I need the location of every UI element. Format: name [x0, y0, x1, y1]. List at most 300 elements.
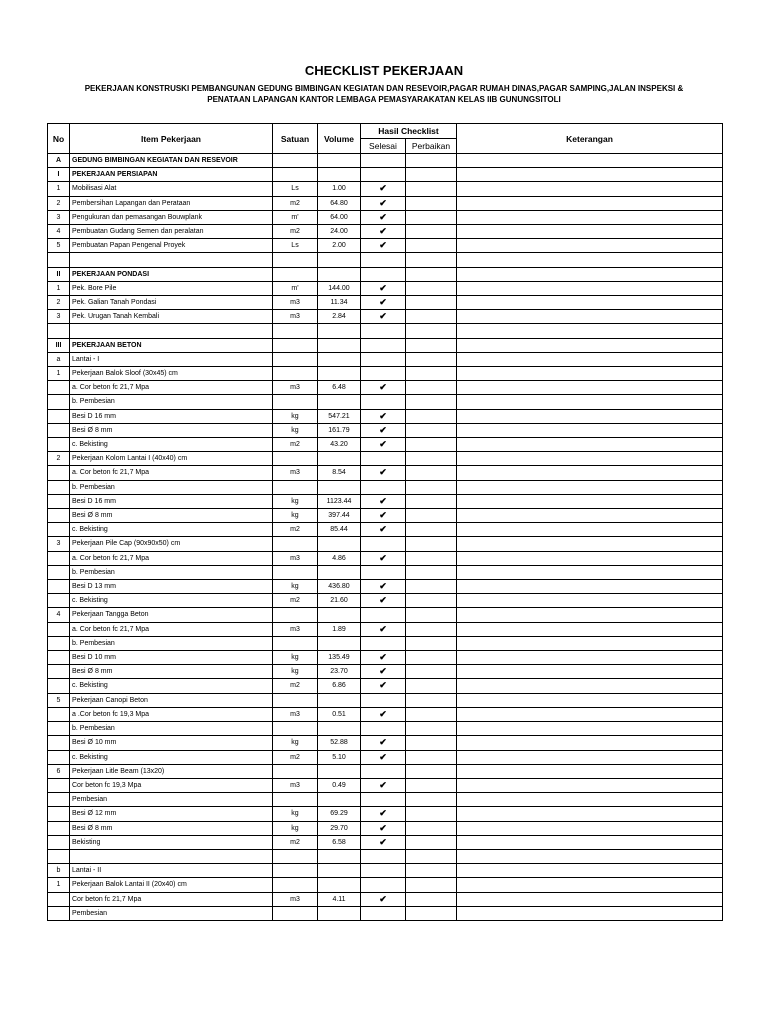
- row-volume-cell: [318, 480, 361, 494]
- row-no-cell: [48, 892, 70, 906]
- row-satuan-cell: m2: [273, 523, 318, 537]
- row-selesai-cell: [361, 636, 406, 650]
- row-no-cell: 6: [48, 764, 70, 778]
- row-no-cell: II: [48, 267, 70, 281]
- checkmark-icon: ✔: [379, 410, 387, 421]
- row-perbaikan-cell: [406, 267, 457, 281]
- row-satuan-cell: kg: [273, 821, 318, 835]
- row-selesai-cell: [361, 651, 406, 665]
- row-selesai-cell: [361, 878, 406, 892]
- table-row: [48, 622, 723, 636]
- row-volume-cell: 135.49: [318, 651, 361, 665]
- row-keterangan-cell: [457, 793, 723, 807]
- checkmark-icon: ✔: [379, 808, 387, 819]
- row-keterangan-cell: [457, 821, 723, 835]
- table-row: [48, 537, 723, 551]
- row-satuan-cell: m': [273, 210, 318, 224]
- table-row: [48, 608, 723, 622]
- row-item-cell: a. Cor beton fc 21,7 Mpa: [70, 381, 273, 395]
- row-no-cell: [48, 750, 70, 764]
- row-selesai-cell: [361, 764, 406, 778]
- row-satuan-cell: [273, 324, 318, 338]
- row-item-cell: b. Pembesian: [70, 565, 273, 579]
- row-perbaikan-cell: [406, 452, 457, 466]
- row-satuan-cell: [273, 480, 318, 494]
- row-no-cell: b: [48, 864, 70, 878]
- row-keterangan-cell: [457, 835, 723, 849]
- row-item-cell: Pekerjaan Tangga Beton: [70, 608, 273, 622]
- row-keterangan-cell: [457, 807, 723, 821]
- row-keterangan-cell: [457, 665, 723, 679]
- row-perbaikan-cell: [406, 651, 457, 665]
- table-row: [48, 367, 723, 381]
- row-item-cell: c. Bekisting: [70, 523, 273, 537]
- row-item-cell: Besi Ø 12 mm: [70, 807, 273, 821]
- row-satuan-cell: kg: [273, 651, 318, 665]
- table-row: [48, 480, 723, 494]
- row-volume-cell: 8.54: [318, 466, 361, 480]
- row-keterangan-cell: [457, 551, 723, 565]
- row-satuan-cell: [273, 537, 318, 551]
- checkmark-icon: ✔: [379, 581, 387, 592]
- row-satuan-cell: m2: [273, 835, 318, 849]
- row-selesai-cell: [361, 793, 406, 807]
- row-selesai-cell: [361, 210, 406, 224]
- row-no-cell: 1: [48, 182, 70, 196]
- row-volume-cell: [318, 338, 361, 352]
- row-selesai-cell: [361, 835, 406, 849]
- row-volume-cell: 11.34: [318, 296, 361, 310]
- row-perbaikan-cell: [406, 466, 457, 480]
- row-selesai-cell: [361, 537, 406, 551]
- row-no-cell: [48, 707, 70, 721]
- checkmark-icon: ✔: [379, 779, 387, 790]
- row-keterangan-cell: [457, 523, 723, 537]
- row-satuan-cell: Ls: [273, 182, 318, 196]
- row-satuan-cell: [273, 452, 318, 466]
- table-row: [48, 636, 723, 650]
- row-item-cell: [70, 324, 273, 338]
- row-selesai-cell: [361, 225, 406, 239]
- row-item-cell: a. Cor beton fc 21,7 Mpa: [70, 551, 273, 565]
- row-item-cell: Besi Ø 8 mm: [70, 509, 273, 523]
- row-perbaikan-cell: [406, 310, 457, 324]
- row-keterangan-cell: [457, 395, 723, 409]
- row-no-cell: [48, 494, 70, 508]
- table-row: [48, 466, 723, 480]
- row-selesai-cell: [361, 594, 406, 608]
- row-keterangan-cell: [457, 565, 723, 579]
- row-no-cell: [48, 821, 70, 835]
- table-row: [48, 352, 723, 366]
- row-volume-cell: 1.00: [318, 182, 361, 196]
- table-row: [48, 892, 723, 906]
- row-keterangan-cell: [457, 253, 723, 267]
- row-perbaikan-cell: [406, 409, 457, 423]
- row-item-cell: Pekerjaan Pile Cap (90x90x50) cm: [70, 537, 273, 551]
- row-satuan-cell: m3: [273, 622, 318, 636]
- row-selesai-cell: [361, 807, 406, 821]
- row-satuan-cell: [273, 267, 318, 281]
- row-no-cell: I: [48, 168, 70, 182]
- checkmark-icon: ✔: [379, 524, 387, 535]
- row-selesai-cell: [361, 352, 406, 366]
- row-item-cell: Pembesian: [70, 793, 273, 807]
- row-no-cell: 5: [48, 693, 70, 707]
- table-row: [48, 253, 723, 267]
- row-volume-cell: [318, 693, 361, 707]
- header-no: No: [48, 124, 70, 154]
- row-perbaikan-cell: [406, 622, 457, 636]
- row-selesai-cell: [361, 438, 406, 452]
- row-item-cell: GEDUNG BIMBINGAN KEGIATAN DAN RESEVOIR: [70, 154, 273, 168]
- row-selesai-cell: [361, 452, 406, 466]
- row-no-cell: 3: [48, 310, 70, 324]
- row-perbaikan-cell: [406, 324, 457, 338]
- row-selesai-cell: [361, 324, 406, 338]
- row-satuan-cell: m3: [273, 551, 318, 565]
- row-volume-cell: [318, 636, 361, 650]
- row-keterangan-cell: [457, 210, 723, 224]
- row-no-cell: a: [48, 352, 70, 366]
- row-volume-cell: 2.84: [318, 310, 361, 324]
- checkmark-icon: ✔: [379, 424, 387, 435]
- row-volume-cell: [318, 154, 361, 168]
- row-no-cell: [48, 622, 70, 636]
- row-volume-cell: 64.80: [318, 196, 361, 210]
- checklist-table: [47, 123, 723, 921]
- row-perbaikan-cell: [406, 182, 457, 196]
- row-keterangan-cell: [457, 679, 723, 693]
- table-row: [48, 651, 723, 665]
- row-item-cell: Pekerjaan Kolom Lantai I (40x40) cm: [70, 452, 273, 466]
- row-selesai-cell: [361, 310, 406, 324]
- row-keterangan-cell: [457, 296, 723, 310]
- row-perbaikan-cell: [406, 509, 457, 523]
- row-perbaikan-cell: [406, 878, 457, 892]
- row-satuan-cell: kg: [273, 494, 318, 508]
- row-volume-cell: 24.00: [318, 225, 361, 239]
- header-item: Item Pekerjaan: [70, 124, 273, 154]
- table-row: [48, 296, 723, 310]
- row-item-cell: a. Cor beton fc 21,7 Mpa: [70, 466, 273, 480]
- table-row: [48, 225, 723, 239]
- header-hasil-checklist: Hasil Checklist: [361, 124, 457, 139]
- table-row: [48, 736, 723, 750]
- row-volume-cell: 4.11: [318, 892, 361, 906]
- row-no-cell: 4: [48, 608, 70, 622]
- row-selesai-cell: [361, 381, 406, 395]
- row-perbaikan-cell: [406, 778, 457, 792]
- row-no-cell: [48, 906, 70, 920]
- row-perbaikan-cell: [406, 636, 457, 650]
- row-selesai-cell: [361, 267, 406, 281]
- row-item-cell: Besi D 10 mm: [70, 651, 273, 665]
- row-satuan-cell: kg: [273, 736, 318, 750]
- checkmark-icon: ✔: [379, 680, 387, 691]
- checkmark-icon: ✔: [379, 893, 387, 904]
- row-keterangan-cell: [457, 310, 723, 324]
- row-selesai-cell: [361, 892, 406, 906]
- row-no-cell: [48, 807, 70, 821]
- row-keterangan-cell: [457, 494, 723, 508]
- row-selesai-cell: [361, 182, 406, 196]
- row-selesai-cell: [361, 296, 406, 310]
- row-no-cell: A: [48, 154, 70, 168]
- row-item-cell: Mobilisasi Alat: [70, 182, 273, 196]
- row-satuan-cell: [273, 352, 318, 366]
- row-satuan-cell: [273, 693, 318, 707]
- table-row: [48, 551, 723, 565]
- row-no-cell: [48, 395, 70, 409]
- row-perbaikan-cell: [406, 352, 457, 366]
- checkmark-icon: ✔: [379, 737, 387, 748]
- row-item-cell: Besi D 16 mm: [70, 494, 273, 508]
- row-keterangan-cell: [457, 409, 723, 423]
- row-satuan-cell: [273, 636, 318, 650]
- checkmark-icon: ✔: [379, 652, 387, 663]
- row-volume-cell: [318, 367, 361, 381]
- row-keterangan-cell: [457, 196, 723, 210]
- row-volume-cell: [318, 168, 361, 182]
- row-perbaikan-cell: [406, 565, 457, 579]
- table-row: [48, 494, 723, 508]
- row-satuan-cell: [273, 608, 318, 622]
- row-volume-cell: 4.86: [318, 551, 361, 565]
- row-volume-cell: [318, 764, 361, 778]
- row-keterangan-cell: [457, 651, 723, 665]
- row-keterangan-cell: [457, 452, 723, 466]
- document-subtitle-line2: PENATAAN LAPANGAN KANTOR LEMBAGA PEMASYARAKATAN KELAS IIB GUNUNGSITOLI: [207, 95, 561, 104]
- table-row: [48, 438, 723, 452]
- row-no-cell: [48, 551, 70, 565]
- row-satuan-cell: m2: [273, 750, 318, 764]
- table-row: [48, 750, 723, 764]
- row-volume-cell: 1.89: [318, 622, 361, 636]
- row-volume-cell: 21.60: [318, 594, 361, 608]
- row-keterangan-cell: [457, 636, 723, 650]
- row-item-cell: PEKERJAAN PERSIAPAN: [70, 168, 273, 182]
- row-selesai-cell: [361, 906, 406, 920]
- row-perbaikan-cell: [406, 395, 457, 409]
- row-no-cell: [48, 736, 70, 750]
- row-item-cell: c. Bekisting: [70, 594, 273, 608]
- row-perbaikan-cell: [406, 821, 457, 835]
- row-keterangan-cell: [457, 622, 723, 636]
- row-no-cell: [48, 423, 70, 437]
- row-item-cell: Pembersihan Lapangan dan Perataan: [70, 196, 273, 210]
- row-satuan-cell: m': [273, 281, 318, 295]
- row-perbaikan-cell: [406, 168, 457, 182]
- row-volume-cell: 5.10: [318, 750, 361, 764]
- row-no-cell: [48, 523, 70, 537]
- table-row: [48, 778, 723, 792]
- header-perbaikan: Perbaikan: [406, 139, 457, 154]
- row-selesai-cell: [361, 580, 406, 594]
- row-item-cell: Besi D 16 mm: [70, 409, 273, 423]
- table-row: [48, 835, 723, 849]
- table-row: [48, 693, 723, 707]
- row-item-cell: [70, 253, 273, 267]
- row-satuan-cell: m3: [273, 381, 318, 395]
- table-row: [48, 452, 723, 466]
- row-perbaikan-cell: [406, 367, 457, 381]
- row-no-cell: [48, 778, 70, 792]
- row-no-cell: [48, 679, 70, 693]
- table-row: [48, 679, 723, 693]
- table-row: [48, 878, 723, 892]
- row-perbaikan-cell: [406, 864, 457, 878]
- row-keterangan-cell: [457, 849, 723, 863]
- row-selesai-cell: [361, 821, 406, 835]
- row-perbaikan-cell: [406, 281, 457, 295]
- row-selesai-cell: [361, 707, 406, 721]
- row-selesai-cell: [361, 168, 406, 182]
- table-row: [48, 722, 723, 736]
- table-row: [48, 324, 723, 338]
- row-item-cell: Pembesian: [70, 906, 273, 920]
- row-volume-cell: [318, 906, 361, 920]
- row-perbaikan-cell: [406, 196, 457, 210]
- checkmark-icon: ✔: [379, 382, 387, 393]
- row-volume-cell: 29.70: [318, 821, 361, 835]
- row-satuan-cell: m3: [273, 707, 318, 721]
- row-item-cell: Bekisting: [70, 835, 273, 849]
- table-row: [48, 864, 723, 878]
- row-satuan-cell: m3: [273, 778, 318, 792]
- header-selesai: Selesai: [361, 139, 406, 154]
- row-perbaikan-cell: [406, 594, 457, 608]
- row-no-cell: 5: [48, 239, 70, 253]
- row-selesai-cell: [361, 466, 406, 480]
- table-row: [48, 168, 723, 182]
- checkmark-icon: ✔: [379, 595, 387, 606]
- row-item-cell: c. Bekisting: [70, 438, 273, 452]
- row-selesai-cell: [361, 722, 406, 736]
- row-keterangan-cell: [457, 906, 723, 920]
- row-no-cell: [48, 466, 70, 480]
- row-volume-cell: 64.00: [318, 210, 361, 224]
- row-item-cell: Pekerjaan Balok Lantai II (20x40) cm: [70, 878, 273, 892]
- row-no-cell: [48, 438, 70, 452]
- row-selesai-cell: [361, 395, 406, 409]
- row-volume-cell: 1123.44: [318, 494, 361, 508]
- table-row: [48, 665, 723, 679]
- checkmark-icon: ✔: [379, 623, 387, 634]
- row-perbaikan-cell: [406, 665, 457, 679]
- row-satuan-cell: m2: [273, 594, 318, 608]
- row-volume-cell: 0.51: [318, 707, 361, 721]
- row-volume-cell: [318, 864, 361, 878]
- row-satuan-cell: kg: [273, 807, 318, 821]
- row-keterangan-cell: [457, 466, 723, 480]
- row-perbaikan-cell: [406, 608, 457, 622]
- row-volume-cell: 6.86: [318, 679, 361, 693]
- row-item-cell: Lantai - II: [70, 864, 273, 878]
- row-satuan-cell: [273, 764, 318, 778]
- row-volume-cell: 436.80: [318, 580, 361, 594]
- row-perbaikan-cell: [406, 537, 457, 551]
- row-perbaikan-cell: [406, 580, 457, 594]
- row-volume-cell: [318, 608, 361, 622]
- row-item-cell: b. Pembesian: [70, 395, 273, 409]
- row-keterangan-cell: [457, 423, 723, 437]
- row-keterangan-cell: [457, 480, 723, 494]
- row-perbaikan-cell: [406, 494, 457, 508]
- row-perbaikan-cell: [406, 423, 457, 437]
- row-no-cell: III: [48, 338, 70, 352]
- row-selesai-cell: [361, 523, 406, 537]
- row-item-cell: b. Pembesian: [70, 480, 273, 494]
- row-perbaikan-cell: [406, 849, 457, 863]
- table-row: [48, 310, 723, 324]
- row-item-cell: b. Pembesian: [70, 722, 273, 736]
- row-satuan-cell: [273, 338, 318, 352]
- row-no-cell: [48, 665, 70, 679]
- row-perbaikan-cell: [406, 523, 457, 537]
- row-keterangan-cell: [457, 225, 723, 239]
- row-item-cell: PEKERJAAN BETON: [70, 338, 273, 352]
- row-selesai-cell: [361, 693, 406, 707]
- row-satuan-cell: [273, 253, 318, 267]
- row-selesai-cell: [361, 409, 406, 423]
- row-volume-cell: [318, 267, 361, 281]
- row-item-cell: Pek. Bore Pile: [70, 281, 273, 295]
- row-volume-cell: [318, 452, 361, 466]
- row-volume-cell: 2.00: [318, 239, 361, 253]
- row-volume-cell: 85.44: [318, 523, 361, 537]
- row-selesai-cell: [361, 509, 406, 523]
- row-no-cell: 2: [48, 296, 70, 310]
- row-volume-cell: [318, 878, 361, 892]
- row-volume-cell: 6.58: [318, 835, 361, 849]
- row-selesai-cell: [361, 196, 406, 210]
- checkmark-icon: ✔: [379, 183, 387, 194]
- table-row: [48, 594, 723, 608]
- row-no-cell: 2: [48, 196, 70, 210]
- row-selesai-cell: [361, 665, 406, 679]
- row-selesai-cell: [361, 239, 406, 253]
- row-selesai-cell: [361, 750, 406, 764]
- table-row: [48, 509, 723, 523]
- table-row: [48, 154, 723, 168]
- checkmark-icon: ✔: [379, 751, 387, 762]
- row-volume-cell: [318, 253, 361, 267]
- row-item-cell: Pek. Urugan Tanah Kembali: [70, 310, 273, 324]
- row-perbaikan-cell: [406, 480, 457, 494]
- checkmark-icon: ✔: [379, 240, 387, 251]
- row-no-cell: 1: [48, 367, 70, 381]
- row-item-cell: Cor beton fc 21,7 Mpa: [70, 892, 273, 906]
- row-perbaikan-cell: [406, 906, 457, 920]
- row-keterangan-cell: [457, 239, 723, 253]
- row-volume-cell: [318, 395, 361, 409]
- row-item-cell: c. Bekisting: [70, 679, 273, 693]
- row-keterangan-cell: [457, 338, 723, 352]
- row-keterangan-cell: [457, 352, 723, 366]
- row-perbaikan-cell: [406, 296, 457, 310]
- row-selesai-cell: [361, 423, 406, 437]
- row-keterangan-cell: [457, 864, 723, 878]
- row-keterangan-cell: [457, 168, 723, 182]
- row-selesai-cell: [361, 849, 406, 863]
- row-keterangan-cell: [457, 182, 723, 196]
- row-satuan-cell: m3: [273, 466, 318, 480]
- row-volume-cell: [318, 722, 361, 736]
- row-keterangan-cell: [457, 594, 723, 608]
- row-volume-cell: [318, 793, 361, 807]
- table-row: [48, 906, 723, 920]
